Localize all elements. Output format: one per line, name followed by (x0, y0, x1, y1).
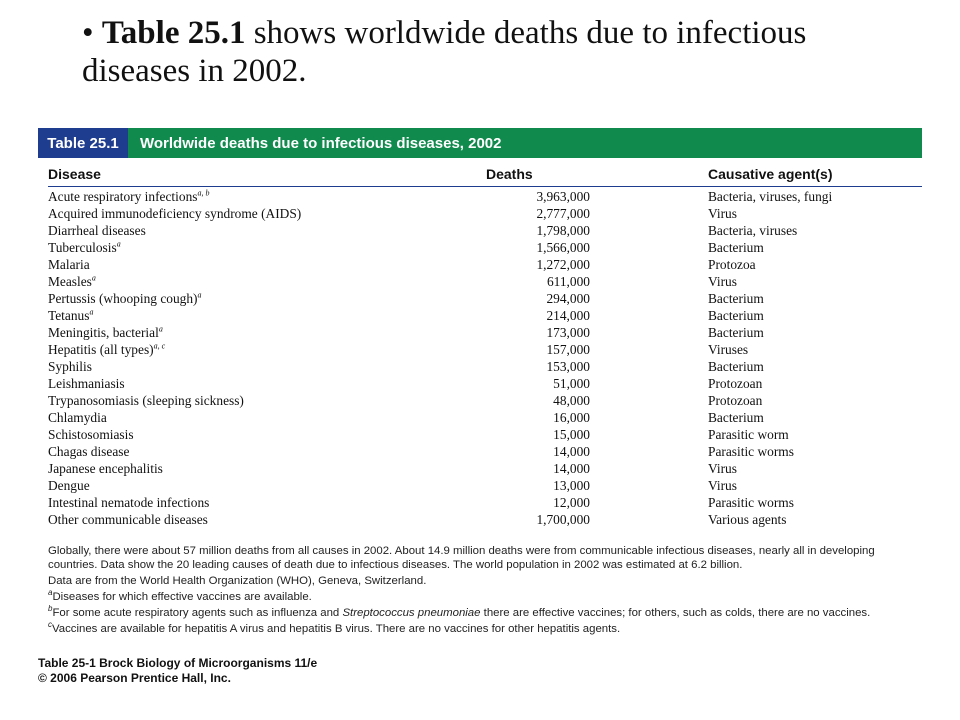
disease-name: Acute respiratory infections (48, 189, 198, 204)
cell-disease (48, 273, 96, 290)
cell-agent: Parasitic worms (708, 444, 794, 459)
cell-disease (48, 239, 121, 256)
column-header-disease: Disease (48, 166, 101, 182)
cell-disease (48, 358, 92, 375)
cell-deaths: 13,000 (553, 478, 590, 493)
footnote-b-text-pre: For some acute respiratory agents such as influenza and (52, 607, 343, 619)
cell-agent: Bacteria, viruses, fungi (708, 189, 833, 204)
footnote-marker: a (158, 324, 163, 334)
cell-agent: Bacteria, viruses (708, 223, 798, 238)
table-row (48, 426, 922, 443)
cell-deaths: 173,000 (546, 325, 590, 340)
disease-name: Tuberculosis (48, 240, 117, 255)
cell-disease (48, 222, 146, 239)
table-row (48, 239, 922, 256)
table-row (48, 188, 922, 205)
disease-name: Chagas disease (48, 444, 130, 459)
footnote-b-text-post: there are effective vaccines; for others, such as colds, there are no vaccines. (480, 607, 871, 619)
cell-deaths: 1,700,000 (536, 512, 590, 527)
disease-name: Dengue (48, 478, 90, 493)
cell-disease (48, 375, 125, 392)
note-source: Data are from the World Health Organization (WHO), Geneva, Switzerland. (48, 575, 427, 587)
cell-agent: Bacterium (708, 240, 764, 255)
credit-line-1: Table 25-1 Brock Biology of Microorganisms 11/e (38, 656, 318, 670)
cell-agent: Virus (708, 274, 737, 289)
cell-disease (48, 205, 301, 222)
footnote-b (48, 606, 918, 620)
cell-agent: Virus (708, 206, 737, 221)
cell-disease (48, 477, 90, 494)
disease-name: Leishmaniasis (48, 376, 125, 391)
cell-agent: Virus (708, 461, 737, 476)
table-row (48, 273, 922, 290)
footnote-marker: a, c (153, 341, 166, 351)
cell-disease (48, 256, 90, 273)
footnote-marker: a, b (197, 188, 210, 198)
footnote-c-text: Vaccines are available for hepatitis A virus and hepatitis B virus. There are no vaccines for other hepatitis agents. (52, 623, 621, 635)
disease-name: Acquired immunodeficiency syndrome (AIDS) (48, 206, 302, 221)
footnote-marker: a (89, 307, 94, 317)
cell-deaths: 51,000 (553, 376, 590, 391)
cell-agent: Various agents (708, 512, 787, 527)
table-notes (48, 544, 918, 638)
disease-name: Other communicable diseases (48, 512, 208, 527)
cell-disease (48, 426, 134, 443)
cell-deaths: 611,000 (546, 274, 590, 289)
cell-agent: Bacterium (708, 291, 764, 306)
disease-name: Tetanus (48, 308, 90, 323)
footnote-a-text: Diseases for which effective vaccines are available. (52, 591, 312, 603)
cell-deaths: 3,963,000 (536, 189, 590, 204)
table-row (48, 290, 922, 307)
disease-name: Schistosomiasis (48, 427, 134, 442)
footnote-c (48, 622, 918, 636)
cell-deaths: 294,000 (546, 291, 590, 306)
table-row (48, 392, 922, 409)
disease-name: Trypanosomiasis (sleeping sickness) (48, 393, 244, 408)
cell-disease (48, 511, 208, 528)
note-summary: Globally, there were about 57 million deaths from all causes in 2002. About 14.9 million deaths were from communicable infectious diseases, nearly all in developing countries. Data show the 20 leading causes of death due to infectious diseases. The world population in 2002 was estimated at 6.2 billion. (48, 545, 875, 571)
cell-deaths: 16,000 (553, 410, 590, 425)
cell-deaths: 48,000 (553, 393, 590, 408)
cell-deaths: 153,000 (546, 359, 590, 374)
table-row (48, 375, 922, 392)
table-row (48, 494, 922, 511)
disease-name: Intestinal nematode infections (48, 495, 210, 510)
footnote-a (48, 590, 918, 604)
table-row (48, 443, 922, 460)
cell-agent: Virus (708, 478, 737, 493)
disease-name: Chlamydia (48, 410, 107, 425)
footnote-marker: a (116, 239, 121, 249)
cell-deaths: 1,272,000 (536, 257, 590, 272)
cell-deaths: 12,000 (553, 495, 590, 510)
disease-name: Meningitis, bacterial (48, 325, 159, 340)
cell-agent: Bacterium (708, 325, 764, 340)
footnote-a-mark: a (48, 588, 53, 598)
column-header-row (48, 166, 922, 187)
heading-bold: Table 25.1 (101, 15, 246, 51)
cell-agent: Parasitic worm (708, 427, 789, 442)
table-number: Table 25.1 (38, 128, 128, 158)
table-row (48, 222, 922, 239)
cell-agent: Protozoa (708, 257, 756, 272)
cell-deaths: 2,777,000 (536, 206, 590, 221)
cell-disease (48, 443, 129, 460)
cell-deaths: 14,000 (553, 444, 590, 459)
table-row (48, 341, 922, 358)
cell-agent: Bacterium (708, 359, 764, 374)
footnote-marker: a (91, 273, 96, 283)
table-row (48, 205, 922, 222)
column-header-agent: Causative agent(s) (708, 166, 833, 182)
table-caption: Worldwide deaths due to infectious diseases, 2002 (140, 134, 502, 152)
cell-deaths: 1,566,000 (536, 240, 590, 255)
cell-agent: Viruses (708, 342, 749, 357)
footnote-b-mark: b (48, 604, 53, 614)
table-row (48, 307, 922, 324)
cell-agent: Protozoan (708, 376, 763, 391)
table-row (48, 511, 922, 528)
disease-name: Malaria (48, 257, 90, 272)
cell-disease (48, 188, 209, 205)
bullet: • (82, 15, 94, 51)
cell-deaths: 1,798,000 (536, 223, 590, 238)
cell-disease (48, 392, 244, 409)
cell-disease (48, 341, 165, 358)
cell-deaths: 214,000 (546, 308, 590, 323)
heading-rest: shows worldwide deaths due to infectious diseases in 2002. (82, 15, 807, 89)
table-row (48, 358, 922, 375)
table-row (48, 324, 922, 341)
disease-name: Pertussis (whooping cough) (48, 291, 198, 306)
disease-name: Hepatitis (all types) (48, 342, 154, 357)
table-row (48, 460, 922, 477)
cell-agent: Protozoan (708, 393, 763, 408)
cell-disease (48, 460, 163, 477)
footnote-b-italic: Streptococcus pneumoniae (342, 607, 481, 619)
disease-name: Measles (48, 274, 92, 289)
footnote-marker: a (197, 290, 202, 300)
disease-name: Syphilis (48, 359, 92, 374)
cell-disease (48, 324, 163, 341)
disease-name: Diarrheal diseases (48, 223, 146, 238)
table-row (48, 256, 922, 273)
footnote-c-mark: c (48, 620, 52, 630)
credit (38, 656, 317, 686)
cell-agent: Bacterium (708, 308, 764, 323)
cell-deaths: 14,000 (553, 461, 590, 476)
credit-line-2: © 2006 Pearson Prentice Hall, Inc. (38, 671, 231, 685)
cell-disease (48, 307, 93, 324)
cell-deaths: 15,000 (553, 427, 590, 442)
cell-agent: Parasitic worms (708, 495, 794, 510)
table-row (48, 409, 922, 426)
column-header-deaths: Deaths (486, 166, 533, 182)
table-row (48, 477, 922, 494)
disease-name: Japanese encephalitis (48, 461, 163, 476)
cell-deaths: 157,000 (546, 342, 590, 357)
table-banner (38, 128, 922, 158)
cell-agent: Bacterium (708, 410, 764, 425)
table-body (48, 188, 922, 528)
cell-disease (48, 494, 209, 511)
cell-disease (48, 290, 202, 307)
cell-disease (48, 409, 107, 426)
slide-heading (82, 14, 882, 90)
